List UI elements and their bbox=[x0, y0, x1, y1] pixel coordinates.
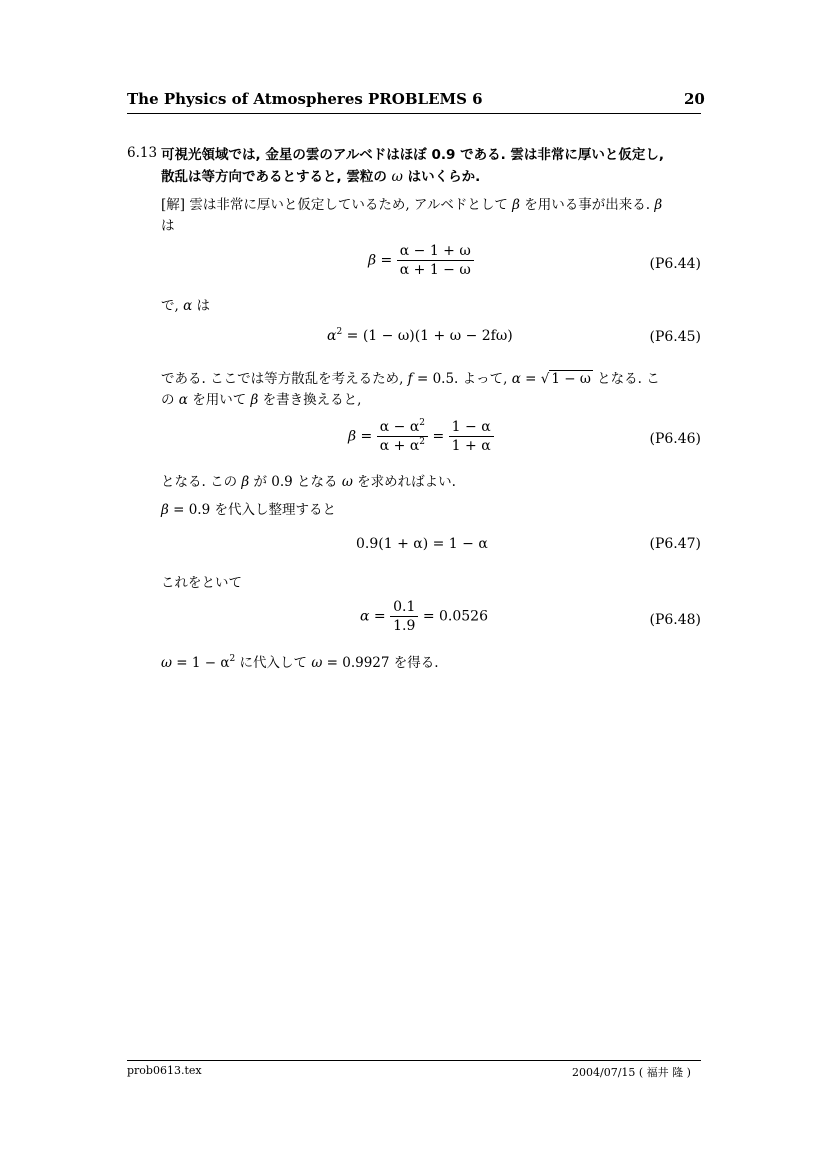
equation-label-p6-45: (P6.45) bbox=[649, 329, 701, 345]
equation-p6-44: β = $\frac{\alpha - 1 + \omega}{\alpha + 1 - \omega}$ bbox=[368, 243, 474, 278]
text-solve: これをといて bbox=[161, 575, 242, 591]
equation-p6-47: 0.9(1 + α) = 1 − α bbox=[356, 536, 488, 552]
problem-number: 6.13 bbox=[127, 145, 158, 161]
solution-intro-1: [解] 雲は非常に厚いと仮定しているため, アルベドとして β を用いる事が出来る. β bbox=[161, 197, 663, 213]
equation-label-p6-48: (P6.48) bbox=[649, 612, 701, 628]
equation-p6-45: $\alpha^2 = (1 - \omega)(1 + \omega - 2f\omega)$ bbox=[327, 327, 513, 344]
text-after-p6-45-line1: である. ここでは等方散乱を考えるため, f = 0.5. よって, α = √ 1 − ω となる. こ bbox=[161, 371, 660, 387]
text-after-p6-46: となる. この β が 0.9 となる ω を求めればよい. bbox=[161, 474, 456, 490]
page-number: 20 bbox=[684, 90, 705, 108]
equation-label-p6-46: (P6.46) bbox=[649, 431, 701, 447]
text-after-p6-44: で, α は bbox=[161, 298, 211, 314]
equation-label-p6-47: (P6.47) bbox=[649, 536, 701, 552]
footer-rule bbox=[127, 1060, 701, 1061]
problem-line-2: 散乱は等方向であるとすると, 雲粒の ω はいくらか. bbox=[161, 169, 481, 185]
solution-intro-2: は bbox=[161, 218, 175, 234]
running-title: The Physics of Atmospheres PROBLEMS 6 bbox=[127, 90, 483, 108]
header-rule bbox=[127, 113, 701, 114]
equation-p6-48: α = $\frac{0.1}{1.9}$ = 0.0526 bbox=[360, 599, 488, 634]
problem-line-1: 可視光領域では, 金星の雲のアルベドはほぼ 0.9 である. 雲は非常に厚いと仮定し, bbox=[161, 147, 665, 163]
footer-filename: prob0613.tex bbox=[127, 1064, 202, 1077]
equation-p6-46: β = $\frac{\alpha - \alpha^2}{\alpha + \alpha^2}$ = $\frac{1 - \alpha}{1 + \alpha}$ bbox=[348, 419, 494, 454]
text-final: $\omega = 1 - \alpha^2$ に代入して ω = 0.9927 を得る. bbox=[161, 654, 439, 671]
footer-date-author: 2004/07/15 ( 福井 隆 ) bbox=[572, 1066, 691, 1079]
equation-label-p6-44: (P6.44) bbox=[649, 256, 701, 272]
text-after-p6-45-line2: の α を用いて β を書き換えると, bbox=[161, 392, 362, 408]
text-substitution: β = 0.9 を代入し整理すると bbox=[161, 502, 336, 518]
